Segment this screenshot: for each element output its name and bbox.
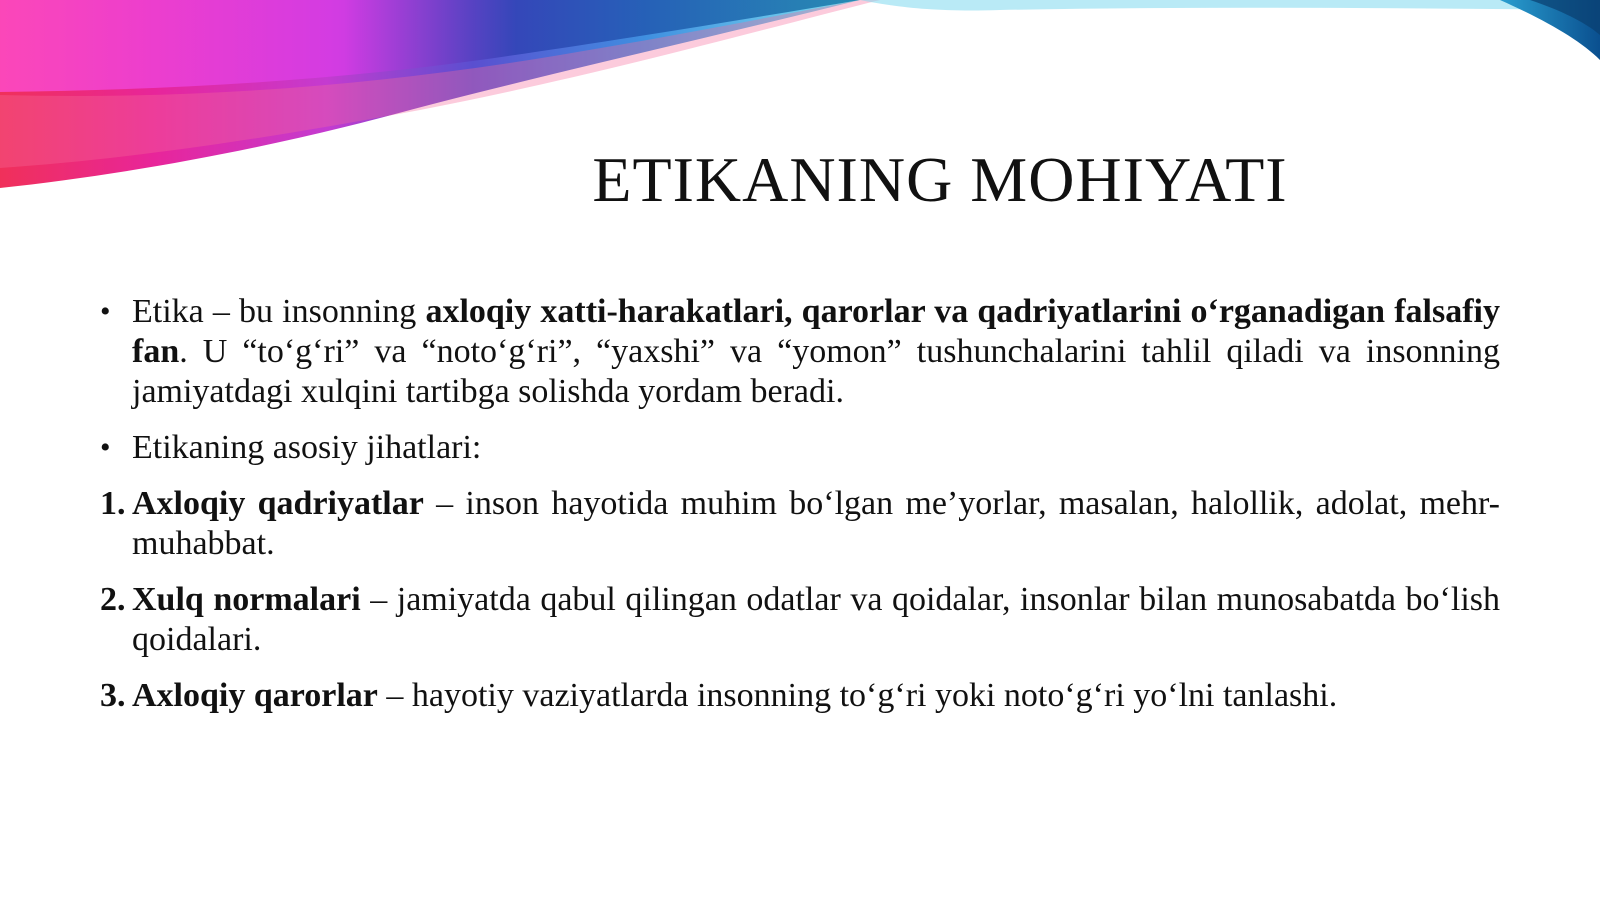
numbered-item-description: – hayotiy vaziyatlarda insonning to‘g‘ri yoki noto‘g‘ri yo‘lni tanlashi. xyxy=(377,677,1338,714)
definition-text-start: Etika – bu insonning xyxy=(132,293,426,330)
numbered-item-3 xyxy=(100,676,1500,716)
number-marker: 1. xyxy=(100,485,126,522)
number-marker: 3. xyxy=(100,677,126,714)
numbered-item-term: Xulq normalari xyxy=(132,581,361,618)
numbered-item-description: – jamiyatda qabul qilingan odatlar va qoidalar, insonlar bilan munosabatda bo‘lish qoidalari. xyxy=(132,581,1500,658)
numbered-item-2 xyxy=(100,580,1500,660)
numbered-item-1 xyxy=(100,484,1500,564)
numbered-item-description: – inson hayotida muhim bo‘lgan me’yorlar, masalan, halollik, adolat, mehr-muhabbat. xyxy=(132,485,1500,562)
definition-bold-text: axloqiy xatti-harakatlari, qarorlar va qadriyatlarini o‘rganadigan falsafiy fan xyxy=(132,293,1500,370)
bullet-item-aspects-heading xyxy=(100,428,1500,468)
numbered-item-term: Axloqiy qadriyatlar xyxy=(132,485,424,522)
definition-text-end: . U “to‘g‘ri” va “noto‘g‘ri”, “yaxshi” va “yomon” tushunchalarini tahlil qiladi va insonning jamiyatdagi xulqini tartibga solishda yordam beradi. xyxy=(132,333,1500,410)
bullet-marker: • xyxy=(100,295,111,328)
slide-title: ETIKANING MOHIYATI xyxy=(592,144,1288,215)
bullet-item-definition xyxy=(100,292,1500,412)
number-marker: 2. xyxy=(100,581,126,618)
aspects-heading-text: Etikaning asosiy jihatlari: xyxy=(132,429,482,466)
numbered-item-term: Axloqiy qarorlar xyxy=(132,677,378,714)
slide-body xyxy=(100,292,1500,732)
bullet-marker: • xyxy=(100,431,111,464)
